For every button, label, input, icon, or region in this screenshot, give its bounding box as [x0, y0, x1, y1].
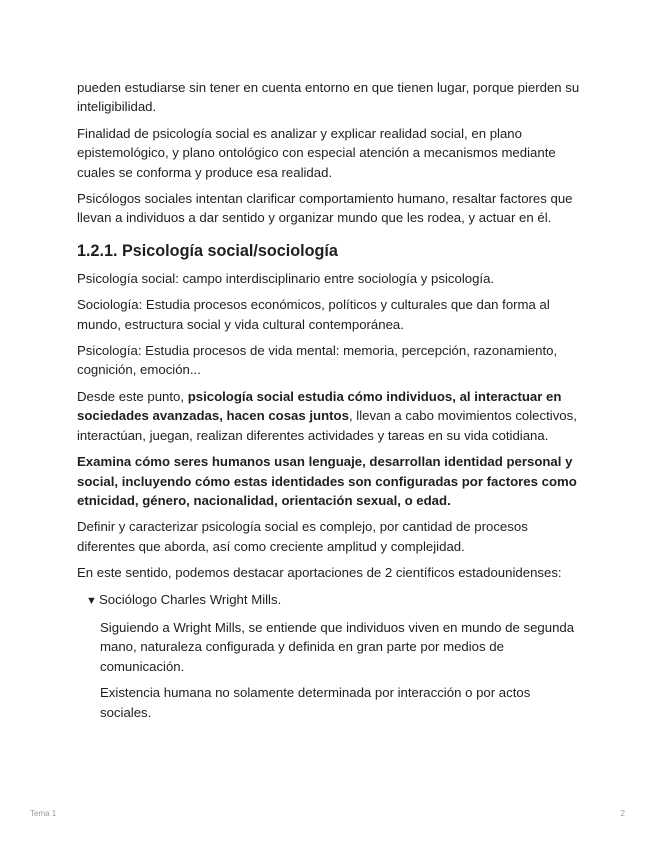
document-body	[77, 78, 582, 729]
paragraph: Definir y caracterizar psicología social es complejo, por cantidad de procesos diferentes que aborda, así como creciente amplitud y complejidad.	[77, 519, 528, 554]
paragraph: En este sentido, podemos destacar aportaciones de 2 científicos estadounidenses:	[77, 565, 562, 581]
paragraph: Existencia humana no solamente determinada por interacción o por actos sociales.	[100, 685, 531, 720]
paragraph: Siguiendo a Wright Mills, se entiende que individuos viven en mundo de segunda mano, naturaleza configurada y definida en gran parte por medios de comunicación.	[100, 619, 575, 674]
footer-chapter-label: Tema 1	[30, 809, 57, 818]
text-run: , llevan a cabo movimientos colectivos, interactúan, juegan, realizan diferentes actividades y tareas en su vida cotidiana.	[77, 408, 577, 443]
toggle-header[interactable]	[86, 590, 582, 611]
toggle-label: Sociólogo Charles Wright Mills.	[99, 591, 282, 607]
paragraph	[77, 387, 582, 445]
paragraph: Psicología social: campo interdisciplinario entre sociología y psicología.	[77, 270, 495, 286]
paragraph	[77, 452, 582, 510]
section-heading: 1.2.1. Psicología social/sociología	[77, 241, 338, 260]
text-run: Desde este punto,	[77, 388, 188, 404]
paragraph: Sociología: Estudia procesos económicos, políticos y culturales que dan forma al mundo, estructura social y vida cultural contemporánea.	[77, 297, 550, 332]
paragraph: Psicólogos sociales intentan clarificar comportamiento humano, resaltar factores que llevan a individuos a dar sentido y organizar mundo que les rodea, y actuar en él.	[77, 191, 573, 226]
paragraph: Psicología: Estudia procesos de vida mental: memoria, percepción, razonamiento, cognición, emoción...	[77, 343, 558, 378]
bold-text: psicología social estudia cómo individuos, al interactuar en sociedades avanzadas, hacen cosas juntos	[77, 388, 562, 424]
paragraph: pueden estudiarse sin tener en cuenta entorno en que tienen lugar, porque pierden su inteligibilidad.	[77, 80, 580, 115]
paragraph: Finalidad de psicología social es analizar y explicar realidad social, en plano epistemológico, y plano ontológico con especial atención a mecanismos mediante cuales se conforma y produce esa realidad.	[77, 125, 556, 180]
bold-text: Examina cómo seres humanos usan lenguaje, desarrollan identidad personal y social, incluyendo cómo estas identidades son configuradas por factores como etnicidad, género, nacionalidad, orientación sexual, o edad.	[77, 454, 577, 508]
toggle-content	[100, 618, 582, 722]
page-number: 2	[620, 809, 625, 818]
triangle-down-icon[interactable]: ▼	[86, 594, 97, 607]
